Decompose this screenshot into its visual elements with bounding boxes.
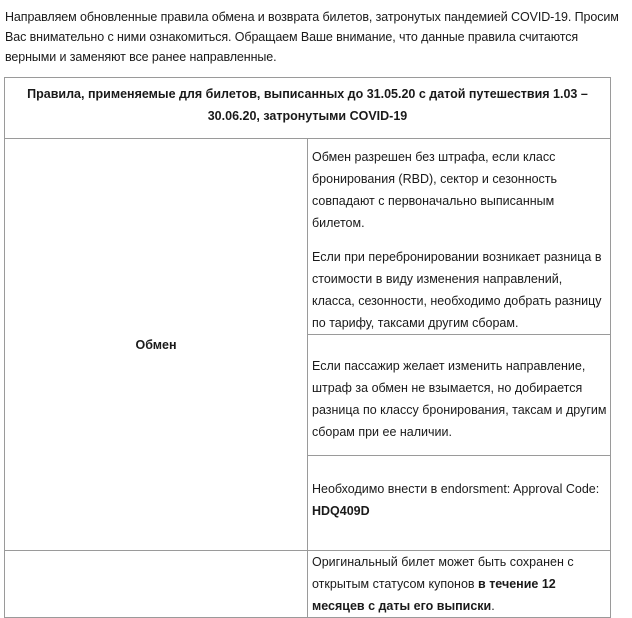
endorsement-prefix: Необходимо внести в endorsment: Approval Code: [312, 482, 600, 496]
exchange-label: Обмен [5, 139, 308, 551]
exchange-difference-text: Если при перебронировании возникает разница в стоимости в виду изменения направлений, класса, сезонности, необходимо добрать разницу по тарифу, таксами другим сборам. [312, 250, 602, 330]
table-row [5, 139, 611, 335]
approval-code: HDQ409D [312, 504, 370, 518]
intro-paragraph: Направляем обновленные правила обмена и возврата билетов, затронутых пандемией COVID-19. Просим Вас внимательно с ними ознакомиться. Обращаем Ваше внимание, что данные правила считаются верными и заменяют все ранее направленные. [5, 10, 619, 64]
route-change-text: Если пассажир желает изменить направление, штраф за обмен не взымается, но добирается разница по классу бронирования, таксам и другим сборам при ее наличии. [312, 359, 607, 439]
ticket-validity-period: в течение 12 месяцев с даты его выписки [312, 577, 556, 613]
table-header: Правила, применяемые для билетов, выписанных до 31.05.20 с датой путешествия 1.03 – 30.06.20, затронутыми COVID-19 [5, 78, 611, 139]
rules-table [4, 77, 611, 618]
exchange-rule-cell [308, 139, 611, 335]
next-row-label [5, 551, 308, 618]
endorsement-text [312, 478, 608, 522]
table-header-row [5, 78, 611, 139]
exchange-rule-text: Обмен разрешен без штрафа, если класс бронирования (RBD), сектор и сезонность совпадают с первоначально выписанным билетом. [312, 150, 558, 230]
table-row [5, 551, 611, 618]
route-change-cell [308, 335, 611, 456]
endorsement-cell [308, 456, 611, 551]
ticket-validity-text [312, 551, 608, 617]
ticket-validity-suffix: . [491, 599, 495, 613]
ticket-validity-prefix: Оригинальный билет может быть сохранен с открытым статусом купонов [312, 555, 574, 591]
ticket-validity-cell [308, 551, 611, 618]
